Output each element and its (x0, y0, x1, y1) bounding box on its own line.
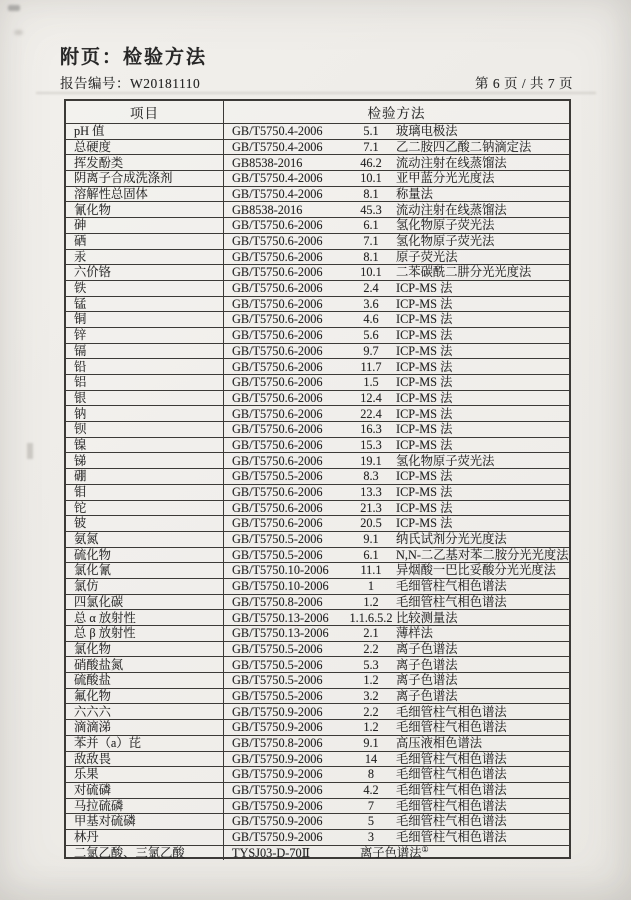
table-row (66, 515, 569, 531)
standard-code: GB/T5750.5-2006 (232, 688, 323, 703)
method-name: 离子色谱法 (396, 673, 458, 688)
report-meta-row (60, 72, 573, 92)
item-name-cell: 银 (66, 391, 224, 406)
method-name: 离子色谱法① (360, 844, 429, 860)
table-row (66, 264, 569, 280)
table-row (66, 625, 569, 641)
method-name: 玻璃电极法 (396, 124, 458, 139)
item-name-cell: 总 β 放射性 (66, 626, 224, 641)
item-name-cell: 敌敌畏 (66, 752, 224, 767)
item-name-cell: 锰 (66, 297, 224, 312)
report-number: 报告编号：W20181110 (60, 76, 201, 91)
method-name: 氢化物原子荧光法 (396, 234, 495, 248)
clause-number: 11.7 (360, 359, 382, 374)
table-row (66, 688, 569, 704)
table-row (66, 154, 569, 170)
table-row (66, 405, 569, 421)
table-row (66, 437, 569, 453)
item-name-cell: 硝酸盐氮 (66, 657, 224, 672)
method-cell (224, 171, 569, 186)
method-cell (224, 595, 569, 610)
standard-code: GB/T5750.6-2006 (232, 328, 323, 343)
table-row (66, 829, 569, 845)
method-cell (224, 187, 569, 202)
clause-number: 6.1 (363, 218, 379, 233)
standard-code: GB/T5750.6-2006 (232, 453, 323, 468)
standard-code: GB/T5750.9-2006 (232, 798, 323, 813)
method-cell (224, 532, 569, 547)
item-name-cell: 林丹 (66, 830, 224, 845)
clause-number: 7.1 (363, 139, 379, 154)
standard-code: GB/T5750.9-2006 (232, 767, 323, 782)
standard-code: GB/T5750.6-2006 (232, 281, 323, 296)
method-cell (224, 469, 569, 484)
standard-code: GB/T5750.5-2006 (232, 469, 323, 484)
clause-number: 10.1 (360, 171, 382, 186)
standard-code: GB/T5750.4-2006 (232, 186, 323, 201)
item-name-cell: 铜 (66, 312, 224, 327)
method-name: 毛细管柱气相色谱法 (396, 783, 507, 798)
method-name: ICP-MS 法 (396, 359, 453, 374)
item-name-cell: 铅 (66, 359, 224, 374)
method-name: 称量法 (396, 186, 433, 201)
standard-code: GB/T5750.5-2006 (232, 657, 323, 672)
item-name-cell: 马拉硫磷 (66, 799, 224, 814)
test-methods-table (64, 99, 571, 859)
method-name: ICP-MS 法 (396, 485, 453, 499)
standard-code: GB/T5750.8-2006 (232, 594, 323, 609)
method-name: 毛细管柱气相色谱法 (396, 767, 507, 782)
method-cell (224, 359, 569, 374)
method-name: 流动注射在线蒸馏法 (396, 155, 507, 170)
item-name-cell: 镍 (66, 438, 224, 453)
item-name-cell: 铍 (66, 516, 224, 531)
standard-code: GB/T5750.9-2006 (232, 783, 323, 798)
method-name: 高压液相色谱法 (396, 736, 483, 750)
method-cell (224, 250, 569, 265)
method-cell (224, 485, 569, 500)
method-name: 毛细管柱气相色谱法 (396, 579, 507, 594)
standard-code: GB/T5750.5-2006 (232, 532, 323, 547)
clause-number: 46.2 (360, 155, 382, 170)
clause-number: 15.3 (360, 437, 382, 452)
page-title: 附页：检验方法 (60, 47, 208, 68)
standard-code: GB/T5750.9-2006 (232, 720, 323, 735)
table-row (66, 766, 569, 782)
item-name-cell: 钠 (66, 406, 224, 421)
method-name: ICP-MS 法 (396, 516, 453, 531)
method-cell (224, 752, 569, 767)
standard-code: GB/T5750.4-2006 (232, 139, 323, 154)
table-header-row (66, 101, 569, 123)
clause-number: 1 (367, 579, 375, 594)
method-cell (224, 720, 569, 735)
method-cell (224, 422, 569, 437)
standard-code: GB/T5750.8-2006 (232, 736, 323, 750)
method-name: ICP-MS 法 (396, 312, 453, 327)
method-cell (224, 202, 569, 217)
item-name-cell: 硫酸盐 (66, 673, 224, 688)
method-cell (224, 155, 569, 170)
clause-number: 2.2 (363, 704, 379, 719)
method-name: 二苯碳酰二肼分光光度法 (396, 265, 532, 280)
table-body (66, 123, 569, 860)
clause-number: 3 (367, 830, 375, 845)
standard-code: GB/T5750.5-2006 (232, 547, 323, 562)
method-name: 离子色谱法 (396, 657, 458, 672)
standard-code: GB/T5750.6-2006 (232, 516, 323, 531)
table-row (66, 233, 569, 249)
item-name-cell: 钡 (66, 422, 224, 437)
table-row (66, 562, 569, 578)
method-cell (224, 657, 569, 672)
clause-number: 8.1 (363, 249, 379, 264)
item-name-cell: 汞 (66, 250, 224, 265)
method-name: ICP-MS 法 (396, 390, 453, 405)
standard-code: GB/T5750.13-2006 (232, 626, 329, 641)
method-cell (224, 297, 569, 312)
table-row (66, 327, 569, 343)
table-row (66, 421, 569, 437)
item-name-cell: 苯并（a）芘 (66, 736, 224, 751)
standard-code: GB/T5750.6-2006 (232, 312, 323, 327)
item-name-cell: 硫化物 (66, 548, 224, 563)
table-row (66, 484, 569, 500)
standard-code: GB/T5750.6-2006 (232, 234, 323, 248)
clause-number: 11.1 (360, 563, 382, 578)
standard-code: GB/T5750.6-2006 (232, 265, 323, 280)
method-cell (224, 328, 569, 343)
clause-number: 5.3 (363, 657, 379, 672)
table-row (66, 547, 569, 563)
method-cell (224, 689, 569, 704)
method-name: 原子荧光法 (396, 249, 458, 264)
method-cell (224, 673, 569, 688)
item-name-cell: 氨氮 (66, 532, 224, 547)
item-name-cell: 滴滴涕 (66, 720, 224, 735)
standard-code: GB/T5750.10-2006 (232, 579, 329, 594)
page-indicator: 第 6 页 / 共 7 页 (474, 76, 573, 91)
standard-code: GB/T5750.6-2006 (232, 406, 323, 421)
clause-number: 8.1 (363, 186, 379, 201)
method-cell (224, 438, 569, 453)
method-cell (224, 234, 569, 249)
clause-number: 14 (364, 751, 378, 766)
item-name-cell: 镉 (66, 344, 224, 359)
method-cell (224, 767, 569, 782)
method-cell (224, 626, 569, 641)
standard-code: TYSJ03-D-70Ⅱ (232, 845, 311, 860)
table-row (66, 578, 569, 594)
method-name: ICP-MS 法 (396, 406, 453, 421)
clause-number: 45.3 (360, 202, 382, 217)
clause-number: 1.2 (363, 720, 379, 735)
clause-number: 5 (367, 814, 375, 829)
method-name: 流动注射在线蒸馏法 (396, 202, 507, 217)
table-row (66, 594, 569, 610)
method-name: 薄样法 (396, 626, 433, 641)
clause-number: 2.2 (363, 641, 379, 656)
item-name-cell: 氯化氰 (66, 563, 224, 578)
table-row (66, 719, 569, 735)
method-name: 毛细管柱气相色谱法 (396, 751, 507, 766)
item-name-cell: 锌 (66, 328, 224, 343)
standard-code: GB/T5750.6-2006 (232, 296, 323, 311)
table-row (66, 468, 569, 484)
item-name-cell: 乐果 (66, 767, 224, 782)
clause-number: 2.4 (363, 281, 379, 296)
clause-number: 1.5 (363, 375, 379, 390)
item-name-cell: 钼 (66, 485, 224, 500)
method-cell (224, 344, 569, 359)
method-cell (224, 218, 569, 233)
item-name-cell: 铝 (66, 375, 224, 390)
clause-number: 3.2 (363, 688, 379, 703)
table-row (66, 672, 569, 688)
clause-number: 2.1 (363, 626, 379, 641)
item-name-cell: 硼 (66, 469, 224, 484)
item-name-cell: 六六六 (66, 704, 224, 719)
table-row (66, 217, 569, 233)
standard-code: GB8538-2016 (232, 155, 303, 170)
method-name: ICP-MS 法 (396, 437, 453, 452)
clause-number: 4.2 (363, 783, 379, 798)
method-cell (224, 704, 569, 719)
standard-code: GB/T5750.13-2006 (232, 610, 329, 625)
standard-code: GB/T5750.6-2006 (232, 343, 323, 358)
standard-code: GB/T5750.5-2006 (232, 673, 323, 688)
clause-number: 1.2 (363, 673, 379, 688)
method-name: ICP-MS 法 (396, 328, 453, 343)
clause-number: 12.4 (360, 390, 382, 405)
standard-code: GB/T5750.6-2006 (232, 375, 323, 390)
method-name: 毛细管柱气相色谱法 (396, 814, 507, 829)
method-name: ICP-MS 法 (396, 500, 453, 515)
table-row (66, 374, 569, 390)
clause-number: 1.1.6.5.2 (349, 610, 393, 625)
standard-code: GB/T5750.6-2006 (232, 500, 323, 515)
method-cell (224, 375, 569, 390)
method-cell (224, 736, 569, 751)
method-name: ICP-MS 法 (396, 296, 453, 311)
standard-code: GB/T5750.9-2006 (232, 814, 323, 829)
table-row (66, 186, 569, 202)
table-row (66, 280, 569, 296)
method-name: 毛细管柱气相色谱法 (396, 830, 507, 845)
method-cell (224, 391, 569, 406)
method-name: ICP-MS 法 (396, 375, 453, 390)
method-name: 氢化物原子荧光法 (396, 453, 495, 468)
clause-number: 22.4 (360, 406, 382, 421)
item-name-cell: 二氯乙酸、三氯乙酸 (66, 846, 224, 861)
item-name-cell: 阴离子合成洗涤剂 (66, 171, 224, 186)
column-header-item: 项目 (66, 101, 224, 123)
method-name: ICP-MS 法 (396, 343, 453, 358)
item-name-cell: 总 α 放射性 (66, 610, 224, 625)
standard-code: GB/T5750.4-2006 (232, 124, 323, 139)
item-name-cell: pH 值 (66, 124, 224, 139)
method-name: 离子色谱法 (396, 688, 458, 703)
standard-code: GB/T5750.10-2006 (232, 563, 329, 578)
method-cell (224, 814, 569, 829)
method-name: 毛细管柱气相色谱法 (396, 720, 507, 735)
table-row (66, 703, 569, 719)
method-cell (224, 610, 569, 625)
clause-number: 5.1 (363, 124, 379, 139)
standard-code: GB/T5750.5-2006 (232, 641, 323, 656)
table-row (66, 656, 569, 672)
item-name-cell: 挥发酚类 (66, 155, 224, 170)
table-row (66, 751, 569, 767)
clause-number: 9.1 (363, 736, 379, 750)
standard-code: GB/T5750.9-2006 (232, 751, 323, 766)
method-name: 异烟酸一巴比妥酸分光光度法 (396, 563, 556, 578)
item-name-cell: 硒 (66, 234, 224, 249)
method-name: 氢化物原子荧光法 (396, 218, 495, 233)
standard-code: GB/T5750.4-2006 (232, 171, 323, 186)
table-row (66, 798, 569, 814)
table-row (66, 343, 569, 359)
method-cell (224, 830, 569, 845)
method-cell (224, 140, 569, 155)
method-cell (224, 799, 569, 814)
scan-ghost-line-artifact (36, 92, 596, 94)
table-row (66, 123, 569, 139)
item-name-cell: 氯化物 (66, 642, 224, 657)
standard-code: GB/T5750.6-2006 (232, 359, 323, 374)
method-cell (224, 846, 569, 861)
clause-number: 5.6 (363, 328, 379, 343)
standard-code: GB/T5750.6-2006 (232, 249, 323, 264)
standard-code: GB/T5750.9-2006 (232, 704, 323, 719)
method-cell (224, 281, 569, 296)
method-name: 纳氏试剂分光光度法 (396, 532, 507, 547)
clause-number: 8 (367, 767, 375, 782)
item-name-cell: 氯仿 (66, 579, 224, 594)
clause-number: 3.6 (363, 296, 379, 311)
item-name-cell: 氟化物 (66, 689, 224, 704)
clause-number: 9.1 (363, 532, 379, 547)
clause-number: 21.3 (360, 500, 382, 515)
table-row (66, 845, 569, 861)
table-row (66, 531, 569, 547)
method-cell (224, 265, 569, 280)
table-row (66, 500, 569, 516)
method-cell (224, 516, 569, 531)
standard-code: GB/T5750.6-2006 (232, 422, 323, 437)
method-name: ICP-MS 法 (396, 469, 453, 484)
clause-number: 7 (367, 798, 375, 813)
item-name-cell: 铁 (66, 281, 224, 296)
method-cell (224, 312, 569, 327)
method-cell (224, 783, 569, 798)
table-row (66, 735, 569, 751)
table-row (66, 641, 569, 657)
table-row (66, 358, 569, 374)
item-name-cell: 砷 (66, 218, 224, 233)
method-name: 离子色谱法 (396, 641, 458, 656)
method-name: 毛细管柱气相色谱法 (396, 594, 507, 609)
standard-code: GB/T5750.9-2006 (232, 830, 323, 845)
method-cell (224, 124, 569, 139)
scan-smudge-artifact (8, 5, 20, 11)
table-row (66, 782, 569, 798)
table-row (66, 170, 569, 186)
clause-number: 19.1 (360, 453, 382, 468)
clause-number: 13.3 (360, 485, 382, 499)
table-row (66, 296, 569, 312)
item-name-cell: 铊 (66, 501, 224, 516)
method-name: N,N-二乙基对苯二胺分光光度法 (396, 547, 569, 562)
table-row (66, 249, 569, 265)
method-name: 乙二胺四乙酸二钠滴定法 (396, 139, 532, 154)
method-name: ICP-MS 法 (396, 281, 453, 296)
method-cell (224, 453, 569, 468)
standard-code: GB/T5750.6-2006 (232, 218, 323, 233)
method-name: 毛细管柱气相色谱法 (396, 704, 507, 719)
method-cell (224, 579, 569, 594)
item-name-cell: 甲基对硫磷 (66, 814, 224, 829)
item-name-cell: 溶解性总固体 (66, 187, 224, 202)
column-header-method: 检验方法 (367, 106, 426, 121)
item-name-cell: 锑 (66, 453, 224, 468)
table-row (66, 390, 569, 406)
item-name-cell: 对硫磷 (66, 783, 224, 798)
table-row (66, 813, 569, 829)
method-cell (224, 548, 569, 563)
method-cell (224, 406, 569, 421)
scan-smudge-artifact (27, 443, 33, 459)
table-row (66, 609, 569, 625)
table-row (66, 311, 569, 327)
clause-number: 4.6 (363, 312, 379, 327)
item-name-cell: 氰化物 (66, 202, 224, 217)
clause-number: 7.1 (363, 234, 379, 248)
clause-number: 16.3 (360, 422, 382, 437)
method-cell (224, 563, 569, 578)
clause-number: 1.2 (363, 594, 379, 609)
standard-code: GB/T5750.6-2006 (232, 485, 323, 499)
item-name-cell: 总硬度 (66, 140, 224, 155)
method-name: 毛细管柱气相色谱法 (396, 798, 507, 813)
clause-number: 20.5 (360, 516, 382, 531)
scan-smudge-artifact (14, 30, 23, 35)
standard-code: GB8538-2016 (232, 202, 303, 217)
table-row (66, 139, 569, 155)
item-name-cell: 六价铬 (66, 265, 224, 280)
method-cell (224, 642, 569, 657)
standard-code: GB/T5750.6-2006 (232, 390, 323, 405)
item-name-cell: 四氯化碳 (66, 595, 224, 610)
method-name: 亚甲蓝分光光度法 (396, 171, 495, 186)
table-row (66, 452, 569, 468)
method-name: 比较测量法 (396, 610, 458, 625)
standard-code: GB/T5750.6-2006 (232, 437, 323, 452)
clause-number: 10.1 (360, 265, 382, 280)
clause-number: 8.3 (363, 469, 379, 484)
clause-number: 6.1 (363, 547, 379, 562)
method-cell (224, 501, 569, 516)
table-row (66, 201, 569, 217)
method-name: ICP-MS 法 (396, 422, 453, 437)
clause-number: 9.7 (363, 343, 379, 358)
